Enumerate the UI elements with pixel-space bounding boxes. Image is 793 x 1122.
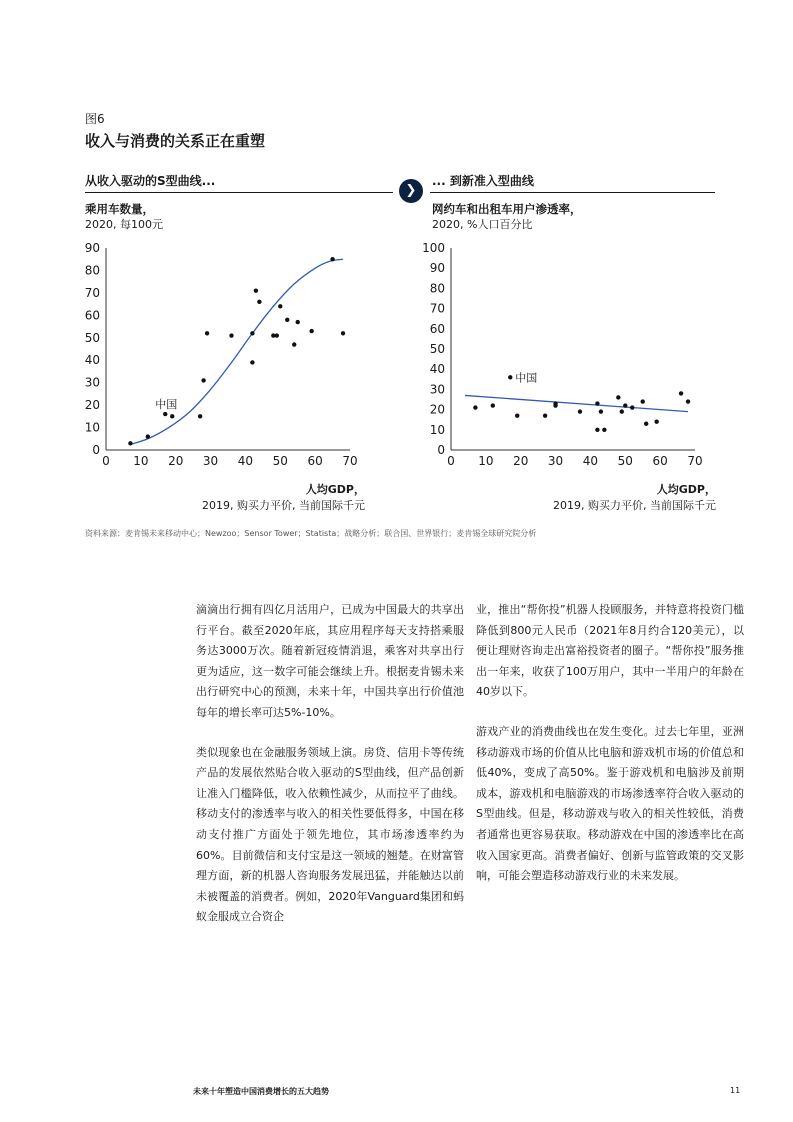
y-tick-label: 30 [84, 375, 100, 390]
x-tick-label: 50 [617, 454, 633, 468]
left-chart-subtitle: 乘用车数量， [85, 202, 154, 216]
right-x-axis-label-text: 2019, 购买力平价, 当前国际千元 [553, 499, 716, 512]
scatter-point [641, 399, 645, 403]
y-tick-label: 0 [92, 443, 100, 457]
figure-title: 收入与消费的关系正在重塑 [85, 132, 266, 150]
y-tick-label: 80 [84, 263, 100, 278]
scatter-point [578, 409, 582, 413]
scatter-point [296, 320, 300, 324]
x-tick-label: 70 [342, 454, 358, 468]
x-tick-label: 0 [102, 454, 110, 468]
right-heading-rule [430, 192, 715, 193]
scatter-point [491, 403, 495, 407]
right-chart-unit: 2020, %人口百分比 [432, 218, 533, 231]
y-tick-label: 50 [84, 330, 100, 345]
figure-source: 资料来源：麦肯锡未来移动中心；Newzoo；Sensor Tower；Statista；战略分析；联合国、世界银行；麦肯锡全球研究院分析 [85, 529, 537, 538]
y-tick-label: 50 [429, 342, 445, 356]
x-tick-label: 60 [652, 454, 668, 468]
scatter-point [254, 288, 258, 292]
scatter-point [170, 414, 174, 418]
ride-hailing-scatter-chart [422, 230, 725, 470]
y-tick-label: 70 [429, 301, 445, 316]
footer-title: 未来十年塑造中国消费增长的五大趋势 [193, 1087, 329, 1096]
y-tick-label: 20 [429, 402, 445, 417]
scatter-point [292, 342, 296, 346]
y-tick-label: 80 [429, 281, 445, 296]
y-tick-label: 10 [84, 420, 100, 435]
scatter-point [330, 257, 334, 261]
scatter-point [654, 420, 658, 424]
x-tick-label: 60 [307, 454, 323, 468]
right-panel-heading: ... 到新准入型曲线 [432, 174, 534, 188]
trend-line [130, 259, 343, 444]
trend-line [465, 395, 688, 411]
x-tick-label: 30 [202, 454, 219, 468]
scatter-point [679, 391, 683, 395]
scatter-point [250, 331, 254, 335]
scatter-point [163, 412, 167, 416]
y-tick-label: 40 [429, 362, 445, 377]
scatter-point [553, 401, 557, 405]
y-tick-label: 100 [422, 241, 445, 255]
scatter-point [309, 329, 313, 333]
scatter-point [341, 331, 345, 335]
scatter-point [205, 331, 209, 335]
paragraph: 游戏产业的消费曲线也在发生变化。过去七年里，亚洲移动游戏市场的价值从比电脑和游戏机市场的价值总和低40%，变成了高50%。鉴于游戏机和电脑涉及前期成本，游戏机和电脑游戏的市场渗透率符合收入驱动的S型曲线。但是，移动游戏与收入的相关性较低，消费者通常也更容易获取。移动游戏在中国的渗透率比在高收入国家更高。消费者偏好、创新与监管政策的交叉影响，可能会塑造移动游戏行业的未来发展。 [476, 724, 744, 883]
x-tick-label: 20 [513, 454, 529, 468]
scatter-point [602, 428, 606, 432]
scatter-point [229, 333, 233, 337]
scatter-point [623, 403, 627, 407]
x-tick-label: 20 [168, 454, 184, 468]
scatter-point [515, 413, 519, 417]
scatter-point [686, 399, 690, 403]
left-x-axis-label-bold: 人均GDP， [305, 483, 365, 496]
paragraph: 滴滴出行拥有四亿月活用户，已成为中国最大的共享出行平台。截至2020年底，其应用程序每天支持搭乘服务达3000万次。随着新冠疫情消退，乘客对共享出行更为适应，这一数字可能会继续上升。根据麦肯锡未来出行研究中心的预测，未来十年，中国共享出行价值池每年的增长率可达5%-10%。 [196, 603, 464, 719]
scatter-point [250, 360, 254, 364]
china-annotation: 中国 [515, 371, 538, 385]
x-tick-label: 50 [272, 454, 288, 468]
x-tick-label: 10 [133, 454, 149, 468]
scatter-point [644, 422, 648, 426]
y-tick-label: 70 [84, 285, 100, 300]
y-tick-label: 40 [84, 353, 100, 368]
scatter-point [599, 409, 603, 413]
right-text-column [476, 600, 744, 906]
x-tick-label: 40 [582, 454, 599, 468]
left-heading-rule [85, 192, 393, 193]
right-chart-subtitle: 网约车和出租车用户渗透率， [432, 202, 582, 216]
chevron-right-icon: ❯ [399, 179, 423, 203]
scatter-point [508, 375, 512, 379]
x-tick-label: 0 [447, 454, 455, 468]
paragraph: 类似现象也在金融服务领域上演。房贷、信用卡等传统产品的发展依然贴合收入驱动的S型曲线，但产品创新让准入门槛降低，收入依赖性减少，从而拉平了曲线。移动支付的渗透率与收入的相关性要低得多，中国在移动支付推广方面处于领先地位，其市场渗透率约为60%。目前微信和支付宝是这一领域的翘楚。在财富管理方面，新的机器人咨询服务发展迅猛，并能触达以前未被覆盖的消费者。例如，2020年Vanguard集团和蚂蚁金服成立合资企 [196, 745, 464, 924]
left-text-column [196, 600, 464, 947]
left-panel-heading: 从收入驱动的S型曲线... [85, 174, 216, 188]
y-tick-label: 90 [429, 261, 445, 276]
scatter-point [128, 441, 132, 445]
scatter-point [620, 409, 624, 413]
scatter-point [616, 395, 620, 399]
scatter-point [473, 405, 477, 409]
scatter-point [146, 434, 150, 438]
left-chart-unit: 2020, 每100元 [85, 218, 163, 231]
car-ownership-scatter-chart [80, 230, 380, 470]
right-x-axis-label [510, 482, 716, 514]
scatter-point [595, 428, 599, 432]
figure-label: 图6 [85, 112, 105, 126]
x-tick-label: 70 [687, 454, 703, 468]
right-x-axis-label-bold: 人均GDP， [656, 483, 716, 496]
y-tick-label: 60 [429, 321, 445, 336]
china-annotation: 中国 [155, 398, 178, 412]
scatter-point [630, 405, 634, 409]
scatter-point [201, 378, 205, 382]
scatter-point [257, 300, 261, 304]
y-tick-label: 10 [429, 422, 445, 437]
scatter-point [278, 304, 282, 308]
scatter-point [198, 414, 202, 418]
page-number: 11 [730, 1086, 741, 1095]
y-tick-label: 90 [84, 241, 100, 255]
left-x-axis-label-text: 2019, 购买力平价, 当前国际千元 [202, 499, 365, 512]
scatter-point [275, 333, 279, 337]
left-x-axis-label [160, 482, 365, 514]
scatter-point [595, 401, 599, 405]
x-tick-label: 30 [547, 454, 564, 468]
x-tick-label: 40 [237, 454, 254, 468]
y-tick-label: 20 [84, 398, 100, 413]
x-tick-label: 10 [478, 454, 494, 468]
scatter-point [543, 413, 547, 417]
y-tick-label: 0 [437, 443, 445, 457]
scatter-point [285, 318, 289, 322]
paragraph: 业，推出“帮你投”机器人投顾服务，并特意将投资门槛降低到800元人民币（2021年8月约合120美元），以便让理财咨询走出富裕投资者的圈子。“帮你投”服务推出一年来，收获了100万用户，其中一半用户的年龄在40岁以下。 [476, 603, 744, 699]
y-tick-label: 30 [429, 382, 445, 397]
y-tick-label: 60 [84, 308, 100, 323]
